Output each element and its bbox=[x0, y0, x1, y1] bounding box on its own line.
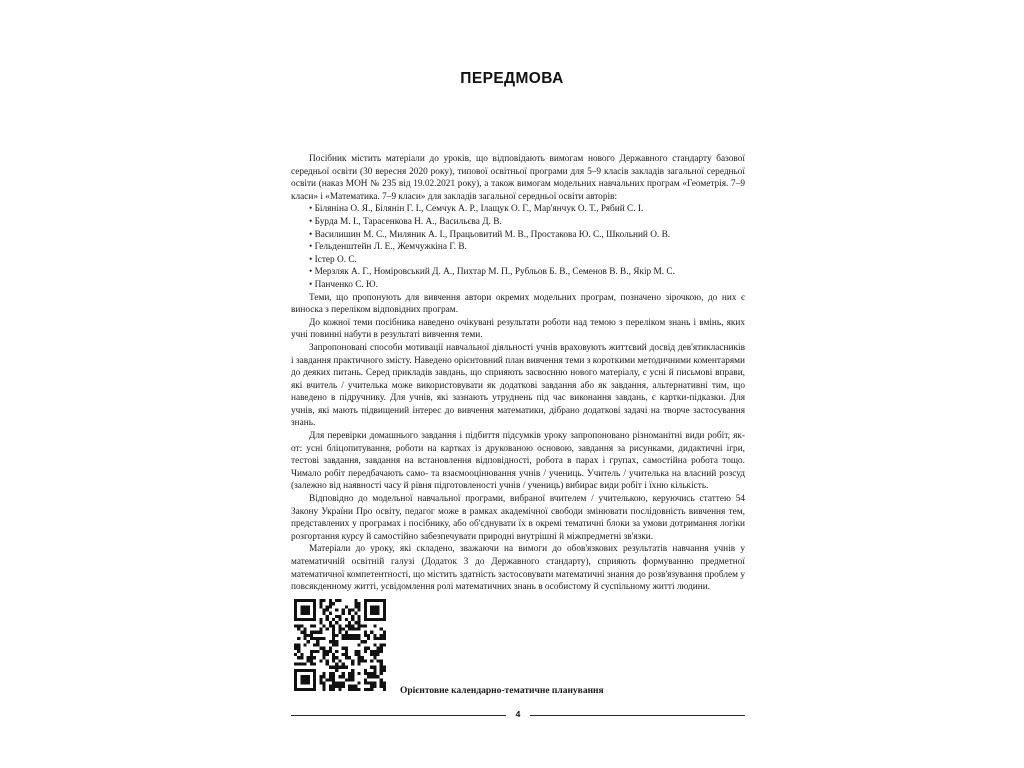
author-item: • Панченко С. Ю. bbox=[291, 279, 745, 292]
paragraph-expected-results: До кожної теми посібника наведено очікувані результати роботи над темою з переліком знань і вмінь, яких учні повинні набути в результаті вивчення теми. bbox=[291, 317, 745, 341]
qr-caption: Орієнтовне календарно-тематичне планування bbox=[400, 686, 604, 696]
qr-code-icon[interactable] bbox=[294, 599, 386, 691]
paragraph-motivation: Запропоновані способи мотивації навчальної діяльності учнів враховують життєвий досвід дев'ятикласників і завдання практичного змісту. Наведено орієнтовний план вивчення теми з короткими методичними коментарями до деяких питань. Серед прикладів завдань, що сприяють засвоєнню нового матеріалу, є усні й письмові вправи, які вчитель / учителька може використовувати як додаткові завдання або як завдання, альтернативні тим, що наведено в підручнику. Для учнів, які зазнають утруднень під час виконання завдань, є картки-підказки. Для учнів, які мають підвищений інтерес до вивчення математики, дібрано додаткові задачі на творче застосування знань. bbox=[291, 342, 745, 429]
preface-body bbox=[291, 153, 745, 594]
authors-list bbox=[291, 203, 745, 291]
author-item: • Василишин М. С., Миляник А. І., Працьовитий М. В., Простакова Ю. С., Школьний О. В. bbox=[291, 229, 745, 242]
author-item: • Мерзляк А. Г., Номіровський Д. А., Пихтар М. П., Рубльов Б. В., Семенов В. В., Якір М. С. bbox=[291, 266, 745, 279]
author-item: • Бурда М. І., Тарасенкова Н. А., Васильєва Д. В. bbox=[291, 216, 745, 229]
page-number: 4 bbox=[515, 709, 521, 719]
author-item: • Істер О. С. bbox=[291, 254, 745, 267]
footer-divider-left bbox=[291, 715, 506, 716]
footer-divider-right bbox=[530, 715, 745, 716]
paragraph-academic-freedom: Відповідно до модельної навчальної програми, вибраної вчителем / учителькою, керуючись статтею 54 Закону України Про освіту, педагог може в рамках академічної свободи змінювати послідовність вивчення тем, представлених у програмах і посібнику, або об'єднувати їх в окремі тематичні блоки за умови дотримання логіки розгортання курсу й самостійно забезпечувати природні внутрішні й міжпредметні зв'язки. bbox=[291, 494, 745, 542]
paragraph-asterisk-note: Теми, що пропонують для вивчення автори окремих модельних програм, позначено зірочкою, до них є виноска з переліком відповідних програм. bbox=[291, 292, 745, 316]
paragraph-intro: Посібник містить матеріали до уроків, що відповідають вимогам нового Державного стандарту базової середньої освіти (30 вересня 2020 року), типової освітньої програми для 5–9 класів закладів загальної середньої освіти (наказ МОН № 235 від 19.02.2021 року), а також вимогам модельних навчальних програм «Геометрія. 7–9 класи» і «Математика. 7–9 класи» для закладів загальної середньої освіти авторів: bbox=[291, 154, 745, 202]
paragraph-competence: Матеріали до уроку, які складено, зважаючи на вимоги до обов'язкових результатів навчання учнів у математичній освітній галузі (Додаток 3 до Державного стандарту), сприяють формуванню предметної математичної компетентності, що містить здатність застосовувати математичні знання до розв'язування проблем у повсякденному житті, усвідомлення ролі математичних знань в особистому й суспільному житті людини. bbox=[291, 544, 745, 593]
page-title: ПЕРЕДМОВА bbox=[460, 70, 564, 87]
author-item: • Біляніна О. Я., Білянін Г. І., Семчук А. Р., Ілащук О. Г., Мар'янчук О. Т., Рябий С. І. bbox=[291, 203, 745, 216]
author-item: • Гельденштейн Л. Е., Жемчужкіна Г. В. bbox=[291, 241, 745, 254]
paragraph-homework-check: Для перевірки домашнього завдання і підбиття підсумків уроку запропоновано різноманітні види робіт, як-от: усні бліцопитування, роботи на картках із друкованою основою, завдання за рисунками, дидактичні ігри, тестові завдання, завдання на встановлення відповідності, робота в парах і групах, самостійна робота тощо. Чимало робіт передбачають само- та взаємооцінювання учнів / учениць. Учитель / учителька на власний розсуд (залежно від наявності часу й рівня підготовленості учнів / учениць) вибирає види робіт і їхню кількість. bbox=[291, 431, 745, 492]
